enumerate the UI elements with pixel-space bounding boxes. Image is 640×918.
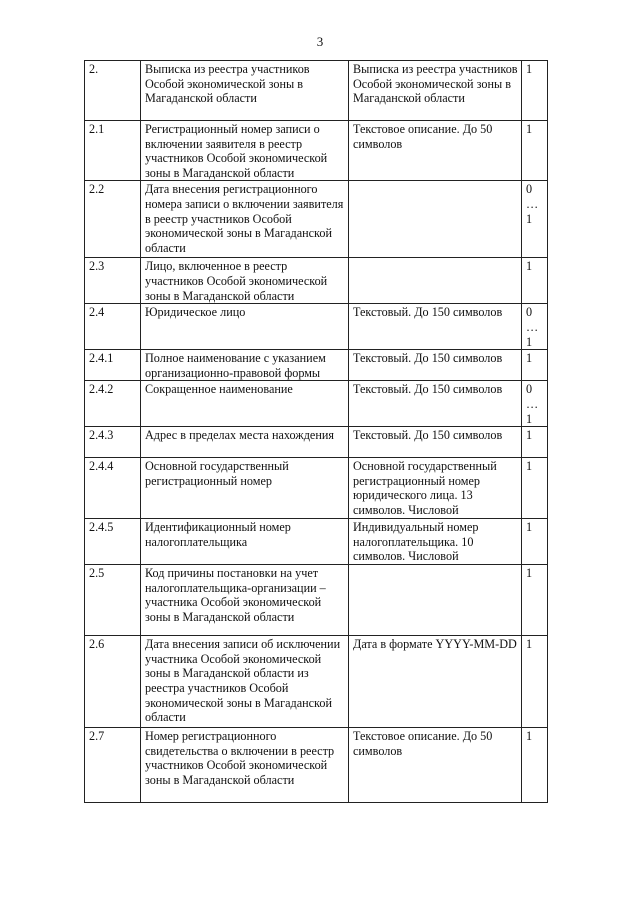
row-number: 2.1 <box>85 121 141 181</box>
requisites-table <box>84 60 548 803</box>
field-format: Текстовый. До 150 символов <box>349 304 522 350</box>
field-format: Текстовое описание. До 50 символов <box>349 728 522 803</box>
field-format: Текстовый. До 150 символов <box>349 427 522 458</box>
table-row <box>85 458 548 519</box>
field-format: Текстовый. До 150 символов <box>349 350 522 381</box>
row-number: 2.6 <box>85 636 141 728</box>
field-multiplicity: 1 <box>522 565 548 636</box>
field-multiplicity: 1 <box>522 458 548 519</box>
table-row <box>85 381 548 427</box>
field-name: Идентификационный номер налогоплательщика <box>141 519 349 565</box>
row-number: 2.4 <box>85 304 141 350</box>
row-number: 2.4.4 <box>85 458 141 519</box>
field-name: Полное наименование с указанием организационно-правовой формы <box>141 350 349 381</box>
field-format: Основной государственный регистрационный номер юридического лица. 13 символов. Числовой <box>349 458 522 519</box>
table-row <box>85 728 548 803</box>
field-multiplicity: 1 <box>522 728 548 803</box>
field-name: Номер регистрационного свидетельства о включении в реестр участников Особой экономической зоны в Магаданской области <box>141 728 349 803</box>
field-multiplicity: 1 <box>522 427 548 458</box>
table-row <box>85 636 548 728</box>
field-name: Основной государственный регистрационный номер <box>141 458 349 519</box>
table-row <box>85 181 548 258</box>
field-format: Дата в формате YYYY-MM-DD <box>349 636 522 728</box>
field-name: Сокращенное наименование <box>141 381 349 427</box>
field-format <box>349 181 522 258</box>
row-number: 2.7 <box>85 728 141 803</box>
field-format: Выписка из реестра участников Особой экономической зоны в Магаданской области <box>349 61 522 121</box>
row-number: 2.5 <box>85 565 141 636</box>
field-name: Юридическое лицо <box>141 304 349 350</box>
field-multiplicity: 1 <box>522 636 548 728</box>
row-number: 2.4.2 <box>85 381 141 427</box>
table-row <box>85 304 548 350</box>
row-number: 2.2 <box>85 181 141 258</box>
field-multiplicity: 0…1 <box>522 181 548 258</box>
field-multiplicity: 1 <box>522 61 548 121</box>
field-multiplicity: 1 <box>522 350 548 381</box>
field-multiplicity: 1 <box>522 121 548 181</box>
table-row <box>85 61 548 121</box>
field-multiplicity: 0…1 <box>522 304 548 350</box>
table-row <box>85 565 548 636</box>
field-name: Лицо, включенное в реестр участников Особой экономической зоны в Магаданской области <box>141 258 349 304</box>
field-name: Дата внесения записи об исключении участника Особой экономической зоны в Магаданской области из реестра участников Особой экономической зоны в Магаданской области <box>141 636 349 728</box>
field-name: Код причины постановки на учет налогоплательщика-организации – участника Особой экономической зоны в Магаданской области <box>141 565 349 636</box>
page-number: 3 <box>316 34 324 49</box>
table-row <box>85 427 548 458</box>
field-name: Регистрационный номер записи о включении заявителя в реестр участников Особой экономической зоны в Магаданской области <box>141 121 349 181</box>
table-row <box>85 350 548 381</box>
field-format <box>349 565 522 636</box>
row-number: 2.4.5 <box>85 519 141 565</box>
field-format: Индивидуальный номер налогоплательщика. 10 символов. Числовой <box>349 519 522 565</box>
field-multiplicity: 1 <box>522 258 548 304</box>
row-number: 2.4.3 <box>85 427 141 458</box>
field-format <box>349 258 522 304</box>
table-row <box>85 519 548 565</box>
field-multiplicity: 1 <box>522 519 548 565</box>
row-number: 2. <box>85 61 141 121</box>
field-format: Текстовое описание. До 50 символов <box>349 121 522 181</box>
field-multiplicity: 0…1 <box>522 381 548 427</box>
row-number: 2.4.1 <box>85 350 141 381</box>
field-name: Адрес в пределах места нахождения <box>141 427 349 458</box>
table-row <box>85 258 548 304</box>
field-name: Дата внесения регистрационного номера записи о включении заявителя в реестр участников Особой экономической зоны в Магаданской области <box>141 181 349 258</box>
row-number: 2.3 <box>85 258 141 304</box>
table-row <box>85 121 548 181</box>
field-format: Текстовый. До 150 символов <box>349 381 522 427</box>
field-name: Выписка из реестра участников Особой экономической зоны в Магаданской области <box>141 61 349 121</box>
